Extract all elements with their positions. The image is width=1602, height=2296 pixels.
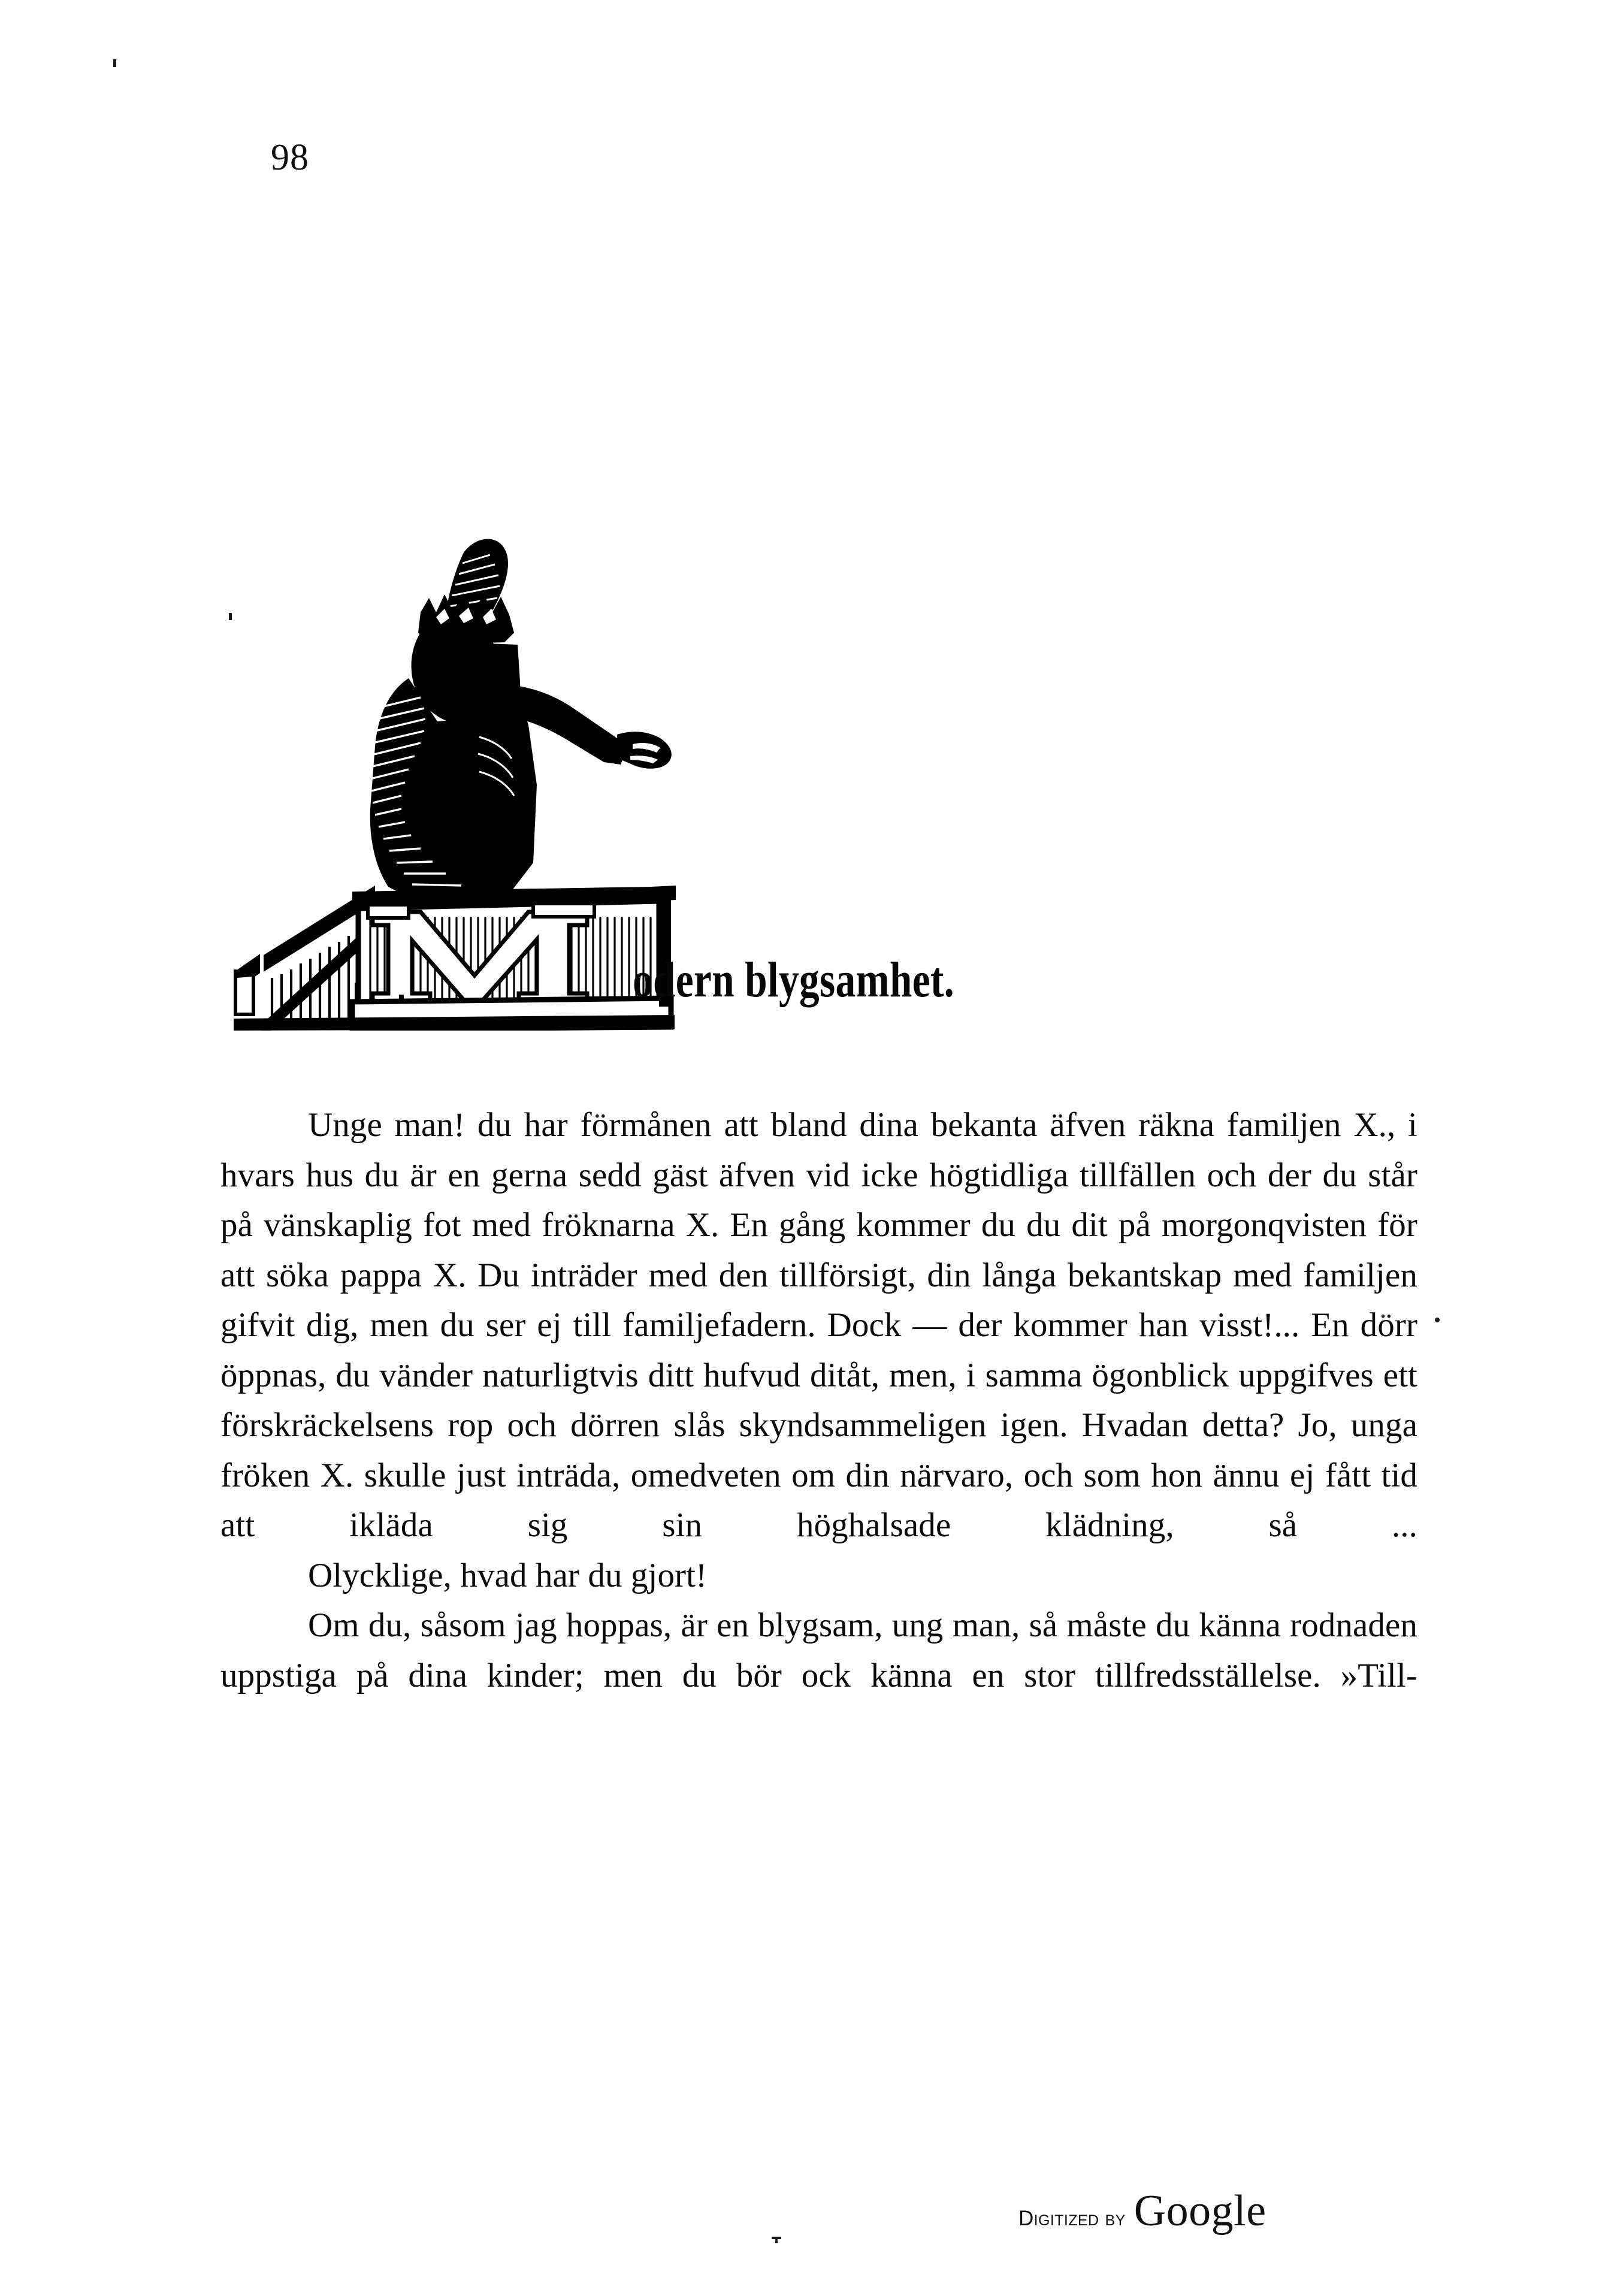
page-number: 98 <box>271 137 309 178</box>
decorative-initial-illustration <box>198 527 689 1031</box>
scan-speck-icon <box>772 2237 781 2239</box>
body-text-column <box>220 1100 1417 1700</box>
scan-speck-icon <box>1435 1318 1440 1322</box>
scan-speck-icon <box>775 2237 778 2243</box>
scan-speck-icon <box>113 59 116 67</box>
paragraph: Om du, såsom jag hoppas, är en blygsam, ung man, så måste du känna rodnaden uppstiga på dina kinder; men du bör ock känna en stor tillfredsställelse. »Till- <box>220 1606 1417 1694</box>
chapter-title: odern blygsamhet. <box>633 952 954 1008</box>
paragraph: Unge man! du har förmånen att bland dina bekanta äfven räkna familjen X., i hvars hus du är en gerna sedd gäst äfven vid icke högtidliga tillfällen och der du står på vänskaplig fot med fröknarna X. En gång kommer du du dit på morgonqvisten för att söka pappa X. Du inträder med den tillförsigt, din långa bekantskap med familjen gifvit dig, men du ser ej till familjefadern. Dock — der kommer han visst!... En dörr öppnas, du vänder naturligtvis ditt hufvud ditåt, men, i samma ögonblick uppgifves ett förskräckelsens rop och dörren slås skyndsammeligen igen. Hvadan detta? Jo, unga fröken X. skulle just inträda, omedveten om din närvaro, och som hon ännu ej fått tid att ikläda sig sin höghalsade klädning, så ... <box>220 1106 1417 1544</box>
watermark-prefix: Digitized by <box>1018 2207 1126 2230</box>
google-logo: Google <box>1134 2186 1267 2235</box>
digitized-by-google-watermark <box>1018 2186 1267 2237</box>
paragraph: Olycklige, hvad har du gjort! <box>308 1556 708 1594</box>
